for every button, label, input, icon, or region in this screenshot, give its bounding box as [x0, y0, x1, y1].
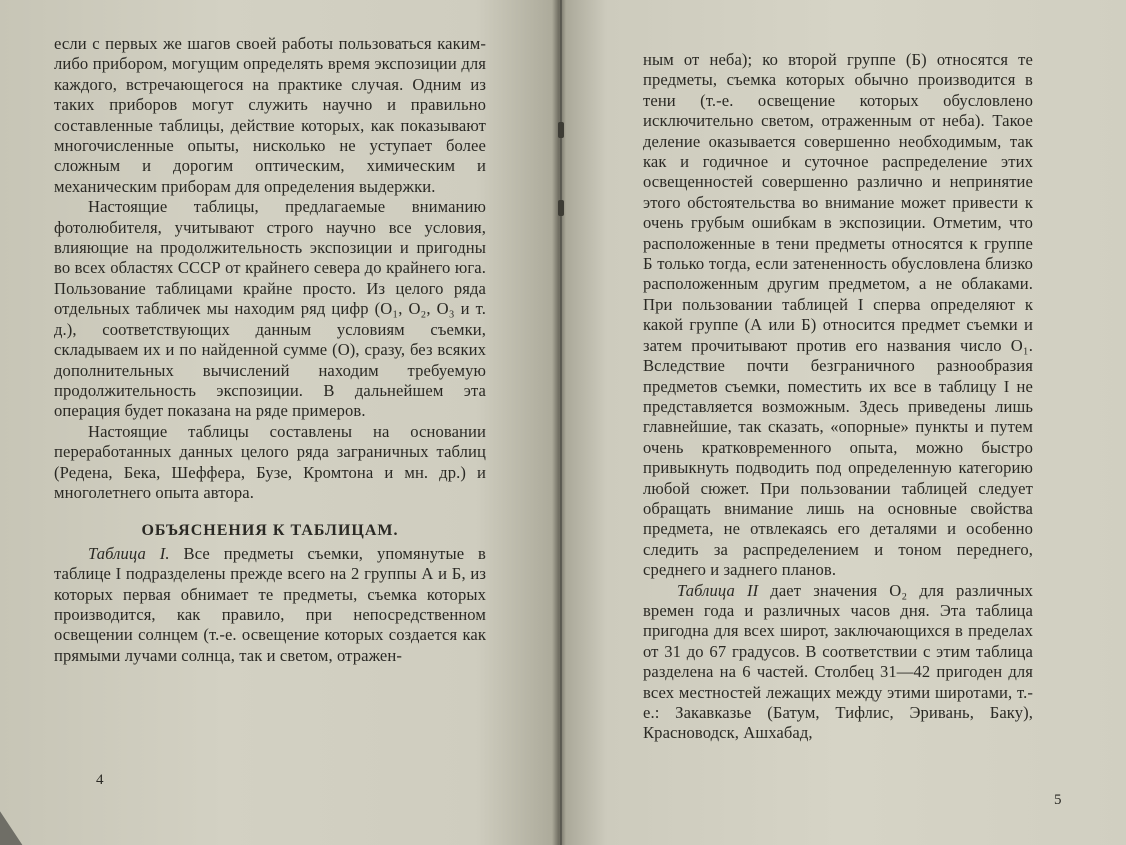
- right-paragraph-1: ным от неба); ко второй группе (Б) относятся те предметы, съемка которых обычно производится в тени (т.-е. освещение которых обусловлено исключительно светом, отраженным от неба). Такое деление оказывается совершенно необходимым, так как и годичное и суточное распределение этих освещенностей совершенно различно и непринятие этого обстоятельства во внимание может привести к очень грубым ошибкам в экспозиции. Отметим, что расположенные в тени предметы относятся к группе Б только тогда, если затененность обусловлена близко расположенным другим предметом, а не облаками. При пользовании таблицей I сперва определяют к какой группе (А или Б) относится предмет съемки и затем прочитывают против его названия число O₁. Вследствие почти безграничного разнообразия предметов съемки, поместить их все в таблицу I не представляется возможным. Здесь приведены лишь главнейшие, так сказать, «опорные» пункты и путем очень кратковременного опыта, можно быстро привыкнуть подводить под определенную категорию любой сюжет. При пользовании таблицей следует обращать внимание лишь на основные свойства предмета, не отвлекаясь его деталями и особенно следить за распределением и тоном переднего, среднего и заднего планов.: [643, 50, 1033, 580]
- left-page-number: 4: [96, 772, 104, 788]
- table-1-paragraph: [54, 544, 486, 666]
- right-page-number: 5: [1054, 792, 1062, 808]
- staple-top: [558, 122, 564, 138]
- left-paragraph-2: Настоящие таблицы, предлагаемые вниманию фотолюбителя, учитывают строго научно все условия, влияющие на продолжительность экспозиции и пригодны во всех областях СССР от крайнего севера до крайнего юга. Пользование таблицами крайне просто. Из целого ряда отдельных табличек мы находим ряд цифр (O₁, O₂, O₃ и т. д.), соответствующих данным условиям съемки, складываем их и по найденной сумме (O), сразу, без всяких дополнительных вычислений находим требуемую продолжительность экспозиции. В дальнейшем эта операция будет показана на ряде примеров.: [54, 197, 486, 421]
- left-paragraph-3: Настоящие таблицы составлены на основании переработанных данных целого ряда заграничных таблиц (Редена, Бека, Шеффера, Бузе, Кромтона и мн. др.) и многолетнего опыта автора.: [54, 421, 486, 502]
- right-page-text: [643, 50, 1033, 744]
- table-1-text: Все предметы съемки, упомянутые в таблице I подразделены прежде всего на 2 группы А и Б, из которых первая обнимает те предметы, съемка которых производится, как правило, при непосредственном освещении солнцем (т.-е. освещение которых создается как прямыми лучами солнца, так и светом, отражен-: [54, 543, 486, 665]
- table-2-paragraph: [643, 581, 1033, 744]
- table-2-label: Таблица II: [677, 580, 759, 600]
- table-1-label: Таблица I.: [88, 543, 170, 563]
- table-2-text: дает значения O₂ для различных времен года и различных часов дня. Эта таблица пригодна для всех широт, заключающихся в пределах от 31 до 67 градусов. В соответствии с этим таблица разделена на 6 частей. Столбец 31—42 пригоден для всех местностей лежащих между этими широтами, т.-е.: Закавказье (Батум, Тифлис, Эривань, Баку), Красноводск, Ашхабад,: [643, 580, 1034, 743]
- left-page-text: [54, 34, 486, 666]
- section-heading: ОБЪЯСНЕНИЯ К ТАБЛИЦАМ.: [141, 522, 399, 540]
- left-paragraph-1: если с первых же шагов своей работы пользоваться каким-либо прибором, могущим определять время экспозиции для каждого, встречающегося на практике случая. Одним из таких приборов могут служить научно и правильно составленные таблицы, действие которых, как показывают многочисленные опыты, нисколько не уступает более сложным и дорогим оптическим, химическим и механическим приборам для определения выдержки.: [54, 34, 486, 196]
- staple-bottom: [558, 200, 564, 216]
